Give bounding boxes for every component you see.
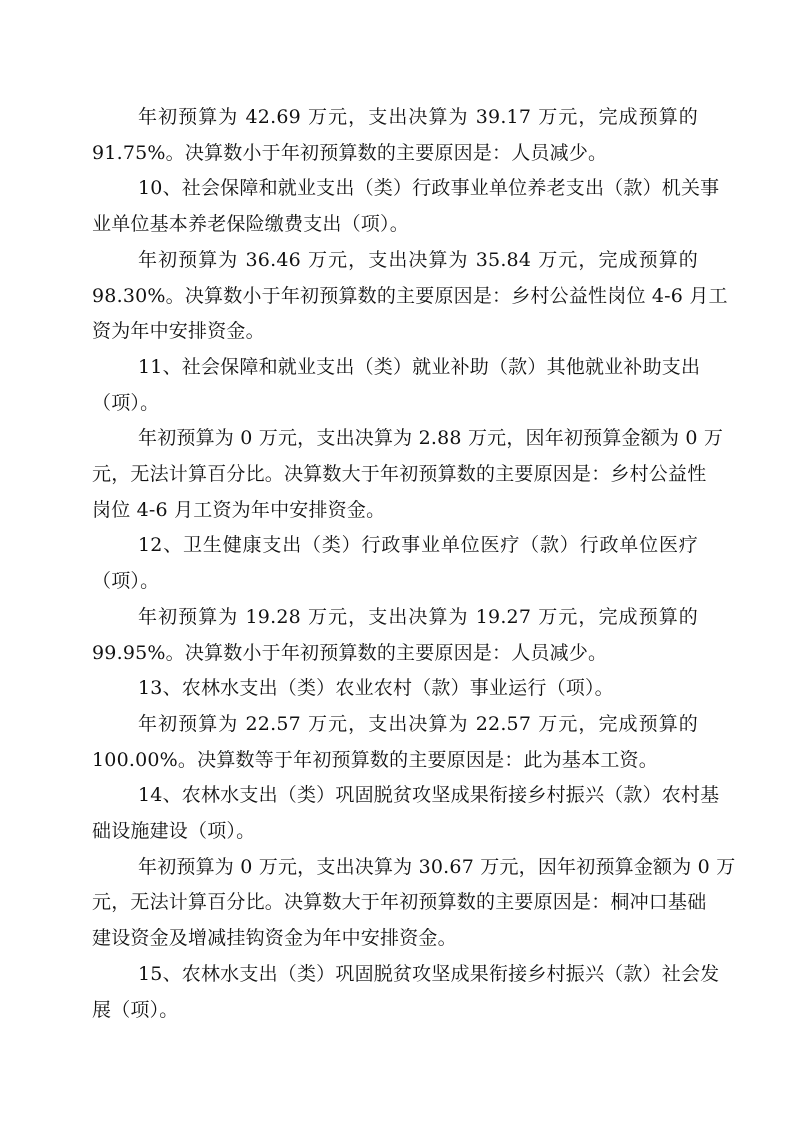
text-line: 业单位基本养老保险缴费支出（项）。 [92, 213, 409, 236]
text-line: 础设施建设（项）。 [92, 820, 256, 843]
document-body [92, 100, 736, 1028]
text-line: 建设资金及增减挂钩资金为年中安排资金。 [92, 927, 457, 950]
paragraph-budget-item-12-result [92, 600, 698, 671]
paragraph-budget-item-9-result [92, 100, 698, 171]
text-line: 91.75%。决算数小于年初预算数的主要原因是：人员减少。 [92, 141, 608, 164]
text-line: 99.95%。决算数小于年初预算数的主要原因是：人员减少。 [92, 641, 608, 664]
paragraph-budget-item-13-heading [92, 671, 698, 707]
paragraph-budget-item-14-heading [92, 778, 720, 849]
text-line: 元，无法计算百分比。决算数大于年初预算数的主要原因是：乡村公益性 [92, 463, 707, 486]
text-line: 100.00%。决算数等于年初预算数的主要原因是：此为基本工资。 [92, 748, 658, 771]
paragraph-budget-item-11-heading [92, 350, 701, 421]
paragraph-budget-item-13-result [92, 707, 698, 778]
paragraph-budget-item-10-heading [92, 171, 720, 242]
paragraph-budget-item-15-heading [92, 957, 720, 1028]
text-line: 展（项）。 [92, 998, 179, 1021]
paragraph-budget-item-14-result [92, 850, 736, 957]
text-line: 10、社会保障和就业支出（类）行政事业单位养老支出（款）机关事 [138, 177, 720, 200]
text-line: 年初预算为 0 万元，支出决算为 2.88 万元，因年初预算金额为 0 万 [138, 427, 724, 450]
text-line: 元，无法计算百分比。决算数大于年初预算数的主要原因是：桐冲口基础 [92, 891, 707, 914]
paragraph-budget-item-11-result [92, 421, 724, 528]
paragraph-budget-item-10-result [92, 243, 728, 350]
text-line: 14、农林水支出（类）巩固脱贫攻坚成果衔接乡村振兴（款）农村基 [138, 784, 720, 807]
text-line: 11、社会保障和就业支出（类）就业补助（款）其他就业补助支出 [138, 355, 701, 378]
text-line: 13、农林水支出（类）农业农村（款）事业运行（项）。 [138, 677, 614, 700]
text-line: 年初预算为 19.28 万元，支出决算为 19.27 万元，完成预算的 [138, 605, 698, 628]
text-line: 年初预算为 22.57 万元，支出决算为 22.57 万元，完成预算的 [138, 712, 698, 735]
text-line: 年初预算为 42.69 万元，支出决算为 39.17 万元，完成预算的 [138, 106, 698, 128]
text-line: 15、农林水支出（类）巩固脱贫攻坚成果衔接乡村振兴（款）社会发 [138, 962, 720, 985]
text-line: 年初预算为 0 万元，支出决算为 30.67 万元，因年初预算金额为 0 万 [138, 855, 736, 878]
text-line: 资为年中安排资金。 [92, 320, 265, 343]
text-line: （项）。 [92, 570, 160, 593]
paragraph-budget-item-12-heading [92, 528, 698, 599]
text-line: 12、卫生健康支出（类）行政事业单位医疗（款）行政单位医疗 [138, 534, 698, 557]
text-line: （项）。 [92, 391, 160, 414]
text-line: 岗位 4-6 月工资为年中安排资金。 [92, 498, 386, 521]
text-line: 年初预算为 36.46 万元，支出决算为 35.84 万元，完成预算的 [138, 248, 698, 271]
text-line: 98.30%。决算数小于年初预算数的主要原因是：乡村公益性岗位 4-6 月工 [92, 284, 728, 307]
